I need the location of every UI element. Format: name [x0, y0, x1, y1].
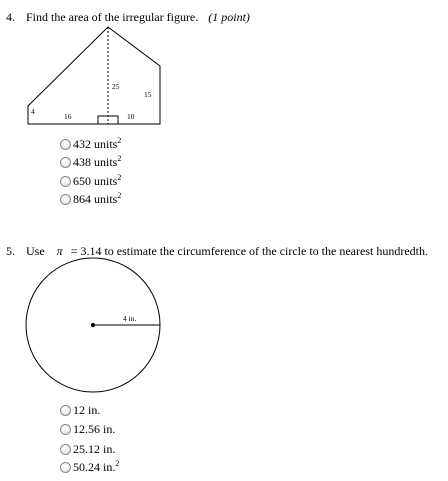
circle-outline	[26, 258, 160, 392]
figure-label-height: 25	[112, 82, 120, 91]
question-4-points: (1 point)	[208, 10, 250, 24]
figure-label-left-side: 4	[31, 107, 35, 116]
q4-option-3[interactable]	[60, 173, 121, 189]
question-5-number: 5.	[6, 244, 15, 258]
pi-symbol: π	[56, 244, 63, 258]
radio-button[interactable]	[60, 424, 71, 435]
q5-option-4[interactable]	[60, 459, 119, 475]
radio-button[interactable]	[60, 157, 71, 168]
q5-option-2-label: 12.56 in.	[73, 422, 116, 436]
radio-button[interactable]	[60, 444, 71, 455]
q5-option-3[interactable]	[60, 441, 115, 457]
q5-option-1[interactable]	[60, 402, 100, 418]
q4-option-2[interactable]	[60, 154, 121, 170]
radio-button[interactable]	[60, 462, 71, 473]
question-5-text: = 3.14 to estimate the circumference of the circle to the nearest hundredth.	[70, 244, 428, 258]
q5-option-1-label: 12 in.	[73, 403, 101, 417]
irregular-figure-outline	[28, 27, 160, 124]
radio-button[interactable]	[60, 176, 71, 187]
q5-option-3-label: 25.12 in.	[73, 442, 116, 456]
right-angle-marker	[98, 116, 118, 124]
radio-button[interactable]	[60, 139, 71, 150]
q4-option-4-label: 864 units$^2$	[73, 191, 122, 206]
circle-center-dot	[91, 323, 95, 327]
q4-option-1[interactable]	[60, 136, 121, 152]
question-4-text: Find the area of the irregular figure.	[26, 10, 199, 24]
q5-option-4-label: 50.24 in.$^2$	[73, 459, 120, 474]
figure-label-right-side: 15	[144, 90, 152, 99]
question-4-prompt	[6, 10, 250, 24]
radio-button[interactable]	[60, 405, 71, 416]
q4-option-3-label: 650 units$^2$	[73, 173, 122, 188]
q4-option-4[interactable]	[60, 191, 121, 207]
question-4-number: 4.	[6, 10, 15, 24]
q5-option-2[interactable]	[60, 421, 115, 437]
question-5-prompt	[6, 244, 428, 258]
figure-label-bottom-right: 10	[127, 112, 135, 121]
radio-button[interactable]	[60, 194, 71, 205]
q4-option-2-label: 438 units$^2$	[73, 154, 122, 169]
figure-label-bottom-left: 16	[64, 112, 72, 121]
q4-option-1-label: 432 units$^2$	[73, 136, 122, 151]
question-5-prefix: Use	[26, 244, 45, 258]
figure-label-radius: 4 in.	[123, 314, 137, 323]
